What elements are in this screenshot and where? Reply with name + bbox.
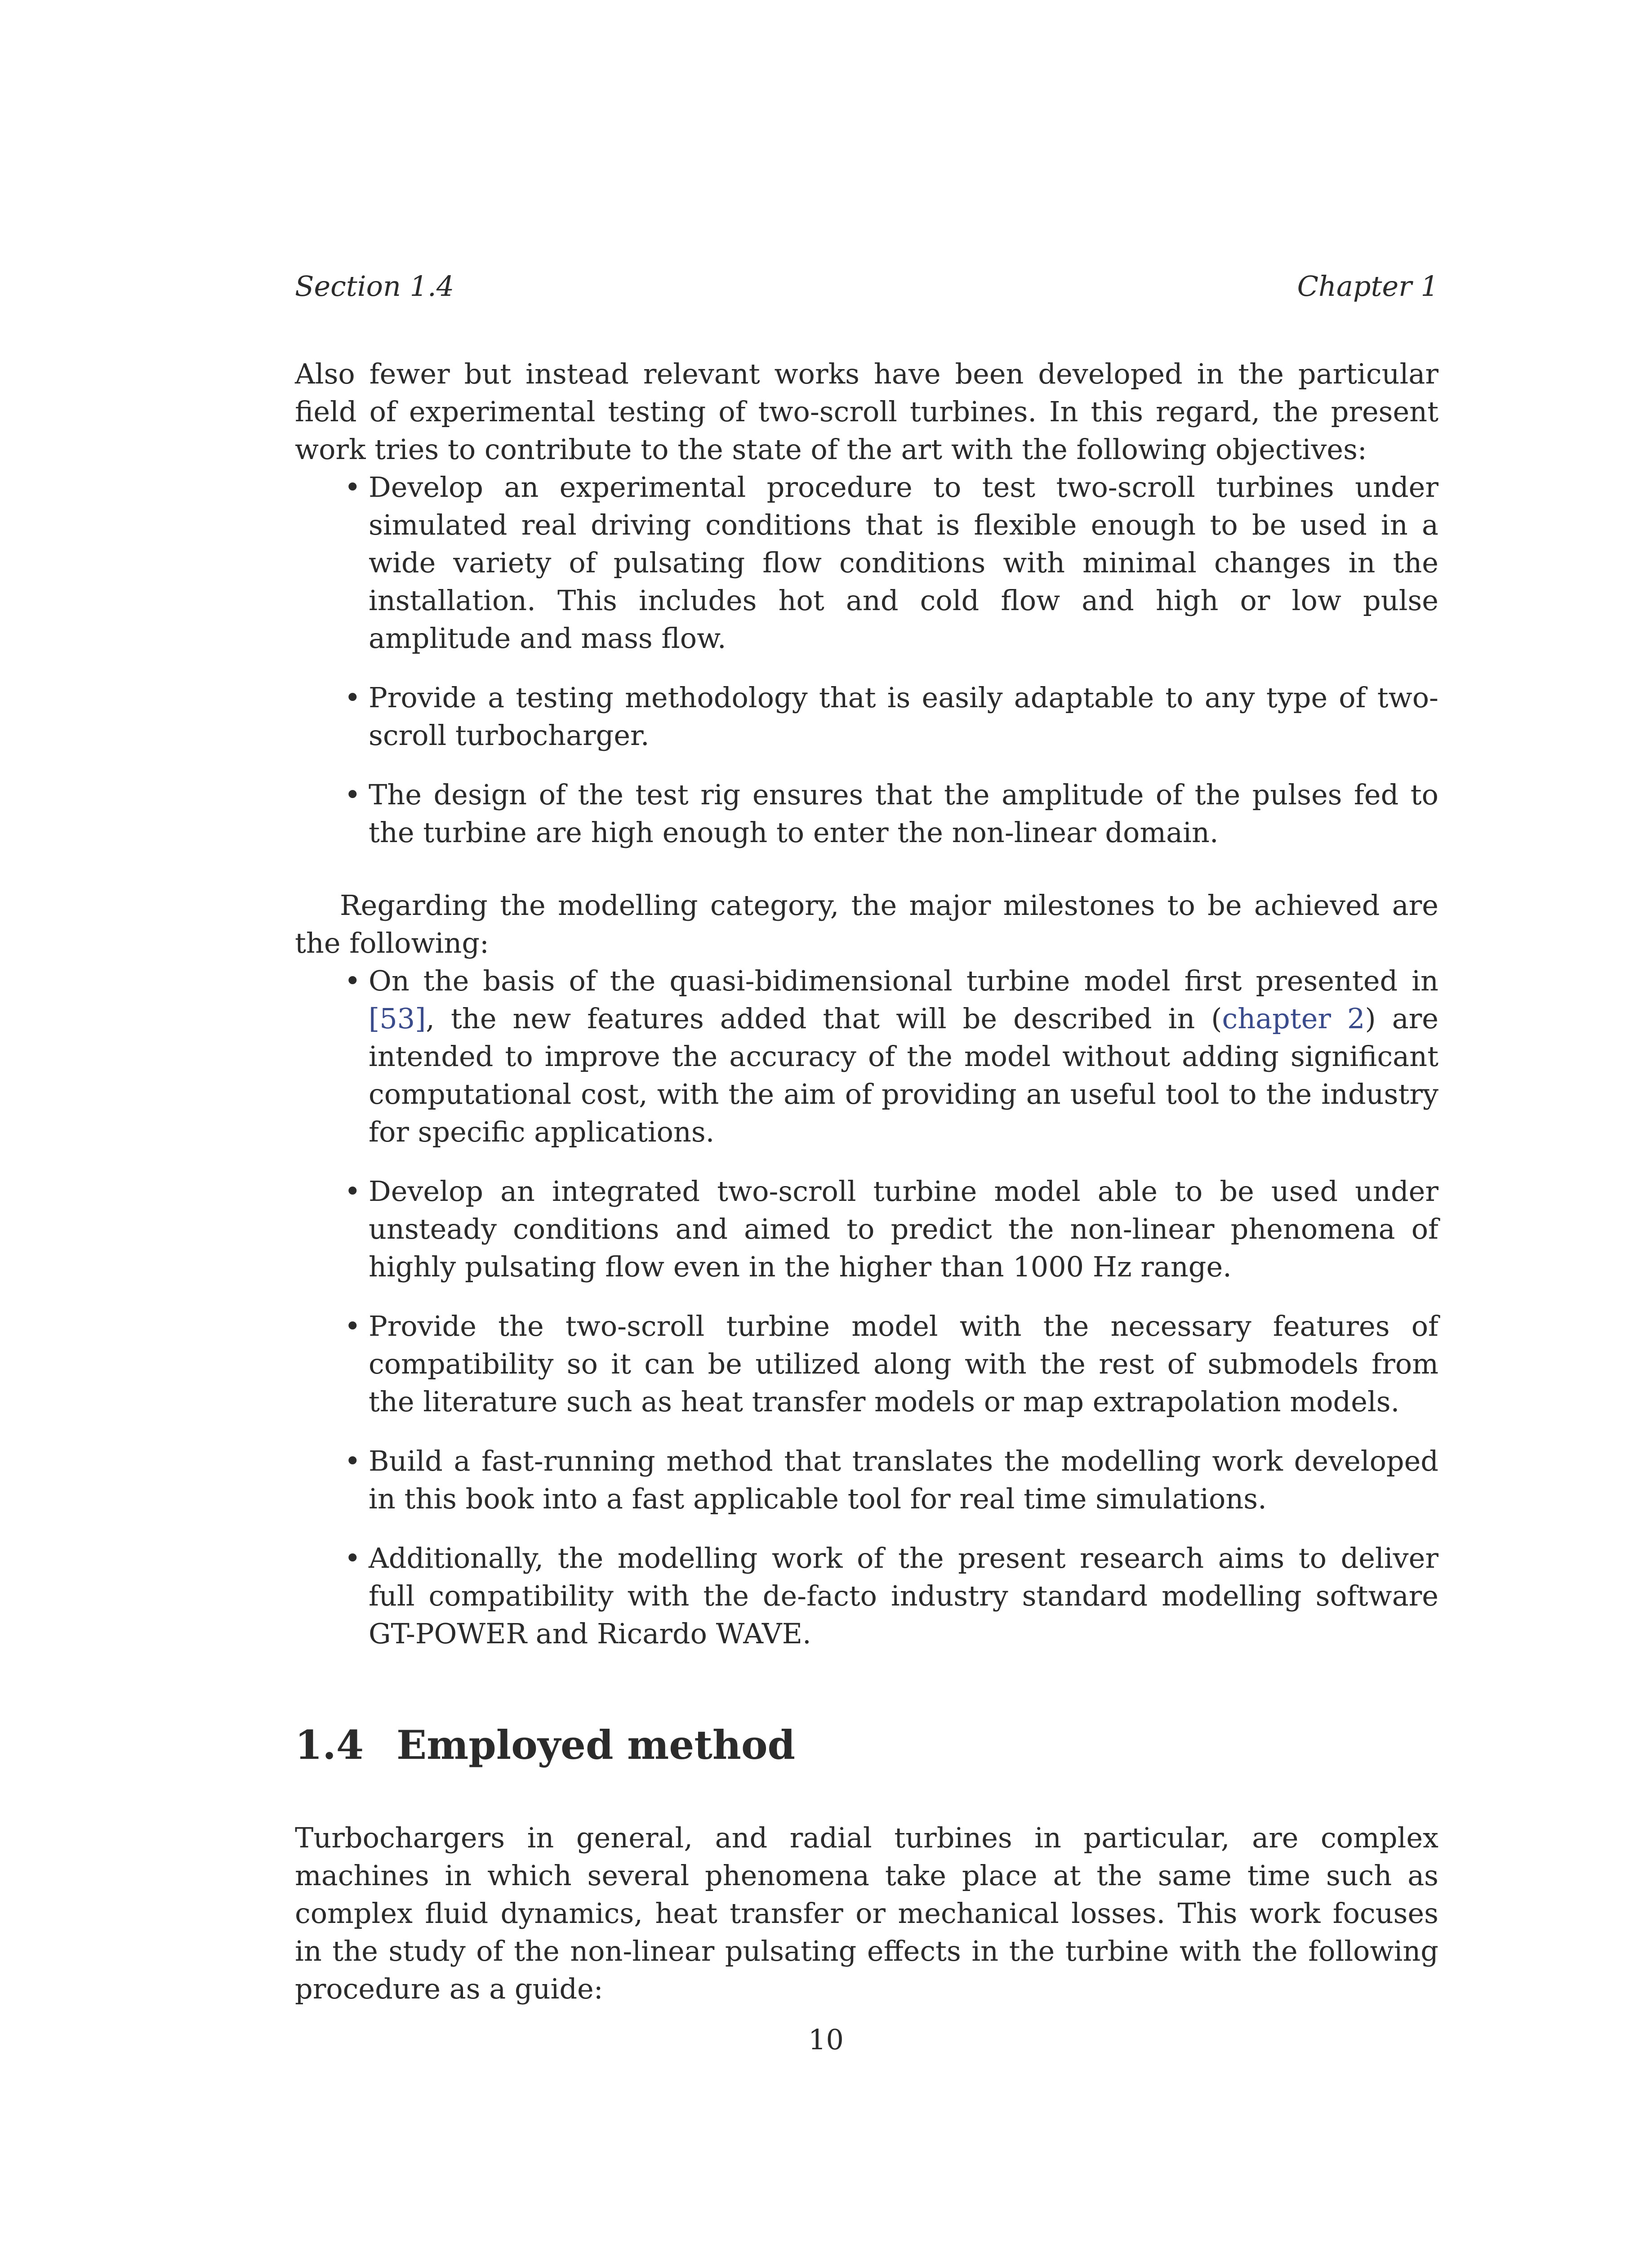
list-item-text: The design of the test rig ensures that the amplitude of the pulses fed to the turbine are high enough to enter the non-linear domain. (369, 778, 1438, 849)
milestones-list (295, 962, 1438, 1653)
running-head-chapter: Chapter 1 (1297, 270, 1438, 303)
list-item (295, 1442, 1438, 1518)
intro-paragraph: Also fewer but instead relevant works have been developed in the particular field of experimental testing of two-scroll turbines. In this regard, the present work tries to contribute to the state of the art with the following objectives: (295, 357, 1438, 466)
chapter-2-link[interactable]: chapter 2 (1222, 1002, 1365, 1035)
bullet-icon: • (344, 1542, 361, 1574)
section-title: Employed method (396, 1722, 796, 1768)
list-item-text: Provide the two-scroll turbine model with the necessary features of compatibility so it can be utilized along with the rest of submodels from the literature such as heat transfer models or map extrapolation models. (369, 1310, 1438, 1418)
citation-link-53[interactable]: [53] (369, 1002, 426, 1035)
bullet-icon: • (344, 471, 361, 504)
bullet-icon: • (344, 964, 361, 997)
bullet-icon: • (344, 1310, 361, 1343)
objectives-list (295, 468, 1438, 852)
list-item (295, 679, 1438, 754)
section-number: 1.4 (295, 1722, 364, 1768)
list-item (295, 776, 1438, 852)
section-heading (295, 1720, 1438, 1770)
body-text (295, 355, 1438, 2008)
list-item (295, 1307, 1438, 1421)
list-item (295, 1173, 1438, 1286)
list-item-text: Provide a testing methodology that is easily adaptable to any type of two-scroll turbocharger. (369, 681, 1438, 752)
modelling-paragraph: Regarding the modelling category, the major milestones to be achieved are the following: (295, 889, 1438, 959)
list-item-text: Build a fast-running method that translates the modelling work developed in this book into a fast applicable tool for real time simulations. (369, 1445, 1438, 1515)
page-number: 10 (808, 2023, 844, 2056)
list-item (295, 962, 1438, 1151)
list-item-text: On the basis of the quasi-bidimensional turbine model first presented in [53], the new features added that will be described in (chapter 2) are intended to improve the accuracy of the model without adding significant computational cost, with the aim of providing an useful tool to the industry for specific applications. (369, 964, 1438, 1148)
bullet-icon: • (344, 1175, 361, 1208)
list-item (295, 1539, 1438, 1653)
running-head-section: Section 1.4 (295, 270, 454, 303)
bullet-icon: • (344, 778, 361, 811)
method-paragraph: Turbochargers in general, and radial turbines in particular, are complex machines in which several phenomena take place at the same time such as complex fluid dynamics, heat transfer or mechanical losses. This work focuses in the study of the non-linear pulsating effects in the turbine with the following procedure as a guide: (295, 1821, 1438, 2005)
list-item-text: Additionally, the modelling work of the present research aims to deliver full compatibility with the de-facto industry standard modelling software GT-POWER and Ricardo WAVE. (369, 1542, 1438, 1650)
running-head (295, 266, 1438, 307)
list-item-text: Develop an experimental procedure to test two-scroll turbines under simulated real driving conditions that is flexible enough to be used in a wide variety of pulsating flow conditions with minimal changes in the installation. This includes hot and cold flow and high or low pulse amplitude and mass flow. (369, 471, 1438, 655)
bullet-icon: • (344, 681, 361, 714)
list-item (295, 468, 1438, 657)
list-item-text: Develop an integrated two-scroll turbine model able to be used under unsteady conditions and aimed to predict the non-linear phenomena of highly pulsating flow even in the higher than 1000 Hz range. (369, 1175, 1438, 1283)
bullet-icon: • (344, 1445, 361, 1477)
